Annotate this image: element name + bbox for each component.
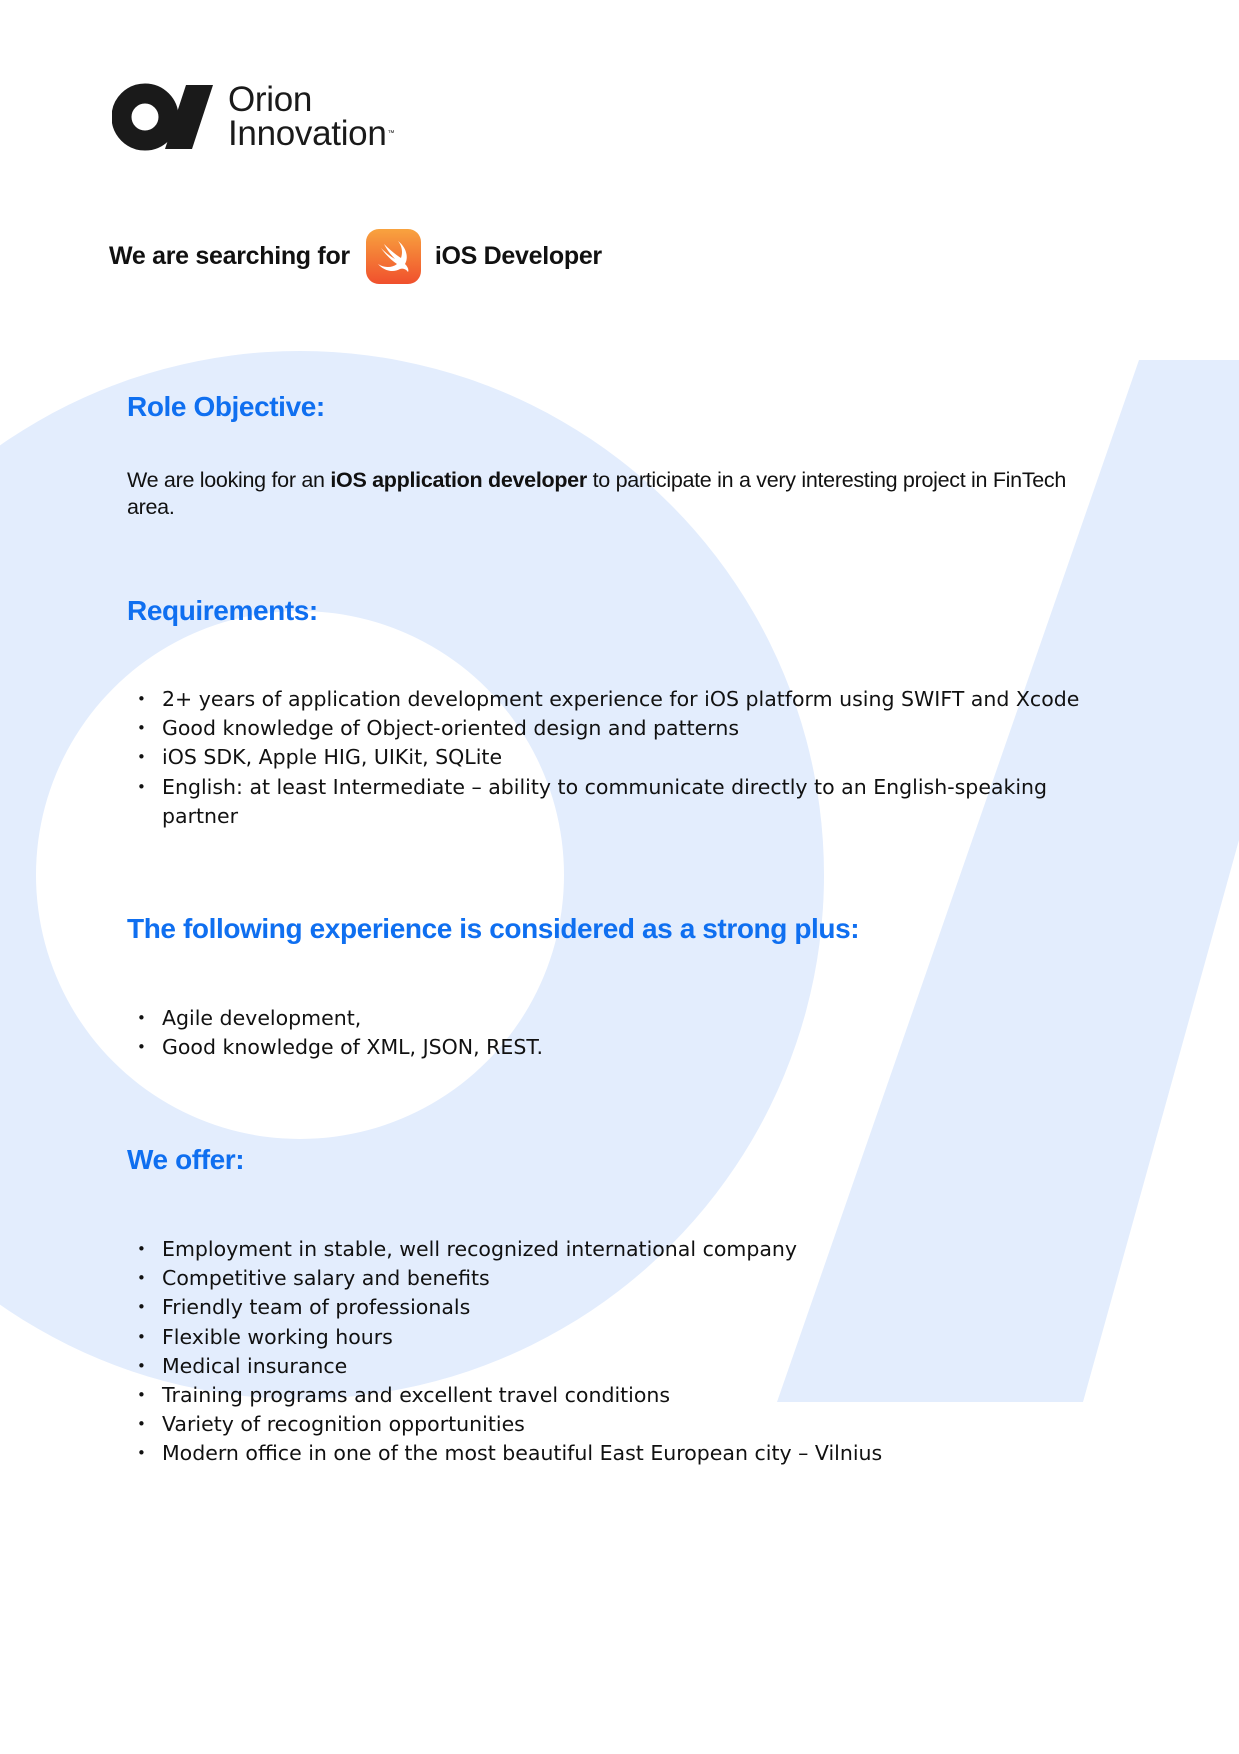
role-text-after: to participate in a very interesting project in FinTech area. <box>127 468 1067 519</box>
list-item: • Flexible working hours <box>127 1323 1087 1352</box>
we-offer-heading: We offer: <box>127 1144 245 1175</box>
list-item: • Modern office in one of the most beautiful East European city – Vilnius <box>127 1439 1087 1468</box>
swift-logo-icon <box>366 229 421 284</box>
list-item: • Good knowledge of XML, JSON, REST. <box>127 1033 1087 1062</box>
list-item: • Friendly team of professionals <box>127 1293 1087 1322</box>
searching-prefix: We are searching for <box>109 241 350 270</box>
role-objective-heading: Role Objective: <box>127 391 325 422</box>
list-item: • Training programs and excellent travel conditions <box>127 1381 1087 1410</box>
company-name-line1: Orion <box>228 80 313 119</box>
role-text-bold: iOS application developer <box>330 468 587 492</box>
company-logo <box>112 82 394 152</box>
orion-innovation-logo-icon <box>112 82 216 152</box>
company-name-line2: Innovation <box>228 114 387 153</box>
list-item: • Variety of recognition opportunities <box>127 1410 1087 1439</box>
position-banner <box>109 228 602 284</box>
position-title: iOS Developer <box>434 241 602 270</box>
list-item: • English: at least Intermediate – ability to communicate directly to an English-speaking partner <box>127 773 1087 831</box>
requirements-list <box>127 685 1087 831</box>
trademark-symbol: ™ <box>387 130 395 137</box>
list-item: • Medical insurance <box>127 1352 1087 1381</box>
list-item: • Competitive salary and benefits <box>127 1264 1087 1293</box>
list-item: • Good knowledge of Object-oriented design and patterns <box>127 714 1087 743</box>
we-offer-list <box>127 1235 1087 1469</box>
list-item: • 2+ years of application development experience for iOS platform using SWIFT and Xcode <box>127 685 1087 714</box>
requirements-heading: Requirements: <box>127 595 318 626</box>
role-text-before: We are looking for an <box>127 468 331 492</box>
strong-plus-list <box>127 1004 1087 1062</box>
company-name <box>228 80 395 153</box>
list-item: • Agile development, <box>127 1004 1087 1033</box>
role-objective-text <box>127 467 1087 521</box>
list-item: • iOS SDK, Apple HIG, UIKit, SQLite <box>127 743 1087 772</box>
strong-plus-heading: The following experience is considered as a strong plus: <box>127 913 860 944</box>
list-item: • Employment in stable, well recognized international company <box>127 1235 1087 1264</box>
